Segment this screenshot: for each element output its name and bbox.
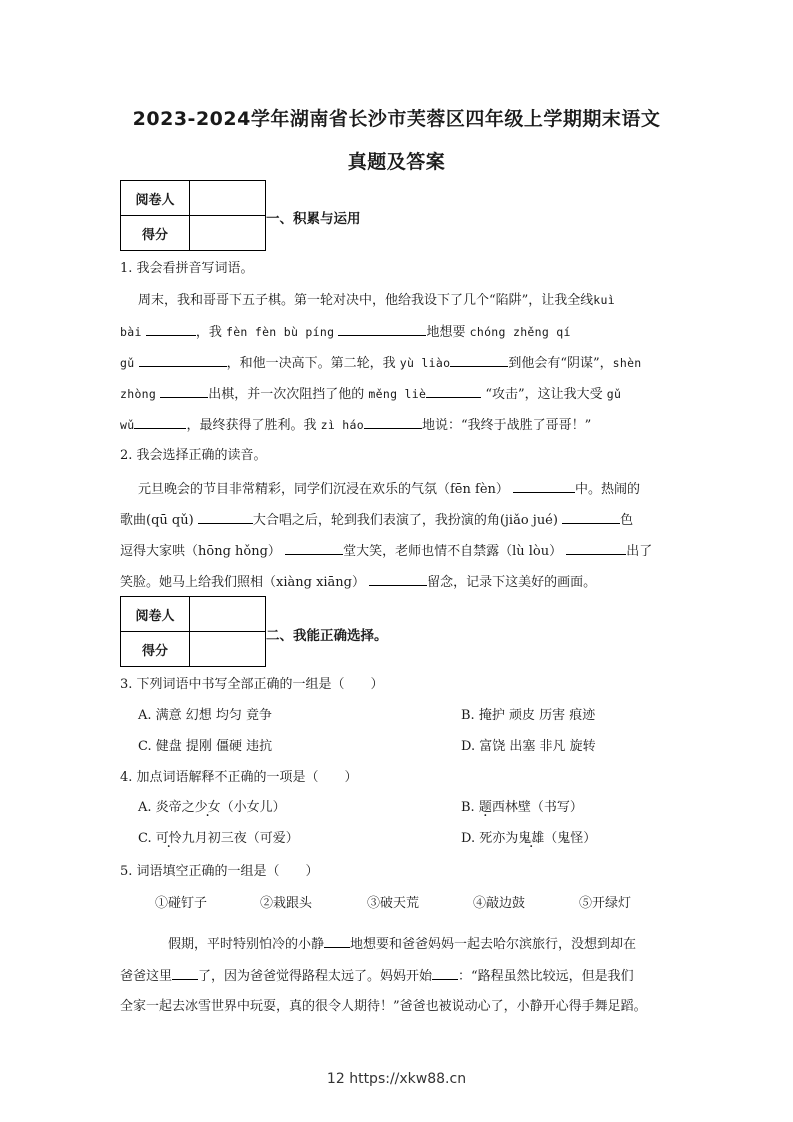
pinyin: měng liè	[368, 387, 427, 401]
page-number: 12	[326, 1071, 345, 1087]
pinyin: chóng zhěng qí	[469, 325, 571, 339]
q3-option-d[interactable]: D. 富饶 出塞 非凡 旋转	[461, 739, 596, 754]
q1-line3	[120, 352, 642, 374]
section1-heading: 一、积累与运用	[266, 211, 361, 227]
option-text: B.	[461, 800, 479, 815]
q5-text: ：“路程虽然比较远，但是我们	[458, 969, 634, 984]
reviewer-label: 阅卷人	[121, 181, 190, 216]
answer-blank[interactable]	[285, 540, 343, 555]
pinyin: yù liào	[399, 356, 451, 370]
pinyin: zì háo	[320, 418, 364, 432]
q5-passage-line2	[120, 965, 634, 987]
pinyin: gǔ	[606, 387, 622, 401]
document-title-line2: 真题及答案	[347, 151, 446, 173]
pinyin: shèn	[612, 356, 642, 370]
q2-text: 元旦晚会的节目非常精彩，同学们沉浸在欢乐的气氛（fēn fèn）	[138, 482, 509, 497]
q2-text: 笑脸。她马上给我们照相（xiàng xiāng）	[120, 575, 366, 590]
score-label: 得分	[121, 216, 190, 251]
answer-blank[interactable]	[432, 965, 458, 980]
answer-blank[interactable]	[426, 383, 481, 398]
q2-text: 逗得大家哄（hōng hǒng）	[120, 544, 281, 559]
score-cell[interactable]	[190, 632, 266, 667]
q5-text: 爸爸这里	[120, 969, 173, 984]
q5-word-1: ①碰钉子	[155, 896, 208, 911]
q1-text: 周末，我和哥哥下五子棋。第一轮对决中，他给我设下了几个“陷阱”，让我全线	[138, 293, 594, 308]
answer-blank[interactable]	[364, 414, 422, 429]
q2-text: 大合唱之后，轮到我们表演了，我扮演的角(jiǎo jué)	[252, 513, 558, 528]
q1-text: “攻击”，这让我大受	[485, 387, 603, 402]
q2-line1	[138, 478, 640, 500]
option-text: A. 炎帝之	[138, 800, 195, 815]
q5-text: 地想要和爸爸妈妈一起去哈尔滨旅行，没想到却在	[350, 937, 637, 952]
q4-option-a[interactable]	[138, 798, 286, 818]
q2-stem: 2. 我会选择正确的读音。	[120, 448, 267, 463]
dotted-word: 鬼雄	[518, 831, 545, 846]
q1-text: 出棋，并一次次阻挡了他的	[208, 387, 365, 402]
q5-stem: 5. 词语填空正确的一组是（ ）	[120, 864, 319, 879]
option-text: （鬼怪）	[544, 831, 597, 846]
pinyin: gǔ	[120, 356, 135, 370]
score-table-section2	[120, 596, 266, 667]
answer-blank[interactable]	[324, 933, 350, 948]
pinyin: bài	[120, 325, 142, 339]
option-text: D. 死亦为	[461, 831, 519, 846]
answer-blank[interactable]	[134, 414, 186, 429]
pinyin: wǔ	[120, 418, 135, 432]
q3-option-c[interactable]: C. 健盘 提刚 僵硬 违抗	[138, 739, 273, 754]
dotted-word: 可怜	[155, 831, 182, 846]
answer-blank[interactable]	[172, 965, 198, 980]
q2-text: 出了	[626, 544, 653, 559]
section2-heading: 二、我能正确选择。	[266, 628, 388, 644]
q3-option-a[interactable]: A. 满意 幻想 均匀 竟争	[138, 708, 273, 723]
q1-text: 地说：“我终于战胜了哥哥！”	[421, 418, 592, 433]
score-label: 得分	[121, 632, 190, 667]
q2-text: 中。热闹的	[575, 482, 641, 497]
pinyin: fèn fèn bù píng	[225, 325, 335, 339]
q1-line1	[138, 290, 615, 311]
q4-option-d[interactable]	[461, 829, 596, 849]
q5-text: 假期，平时特别怕冷的小静	[168, 937, 325, 952]
footer-url[interactable]: https://xkw88.cn	[349, 1071, 467, 1087]
dotted-word: 少女	[194, 800, 221, 815]
option-text: 九月初三夜（可爱）	[181, 831, 299, 846]
q5-passage-line1	[168, 933, 636, 955]
q2-text: 堂大笑，老师也情不自禁露（lù lòu）	[343, 544, 563, 559]
option-text: 西林壁（书写）	[491, 800, 583, 815]
q1-line4	[120, 383, 621, 405]
reviewer-label: 阅卷人	[121, 597, 190, 632]
q3-stem: 3. 下列词语中书写全部正确的一组是（ ）	[120, 677, 384, 692]
q5-word-3: ③破天荒	[367, 896, 420, 911]
answer-blank[interactable]	[562, 509, 620, 524]
q4-stem: 4. 加点词语解释不正确的一项是（ ）	[120, 770, 358, 785]
q5-text: 了，因为爸爸觉得路程太远了。妈妈开始	[198, 969, 433, 984]
pinyin: kuì	[593, 293, 615, 307]
q2-line4	[120, 571, 596, 593]
q2-text: 留念，记录下这美好的画面。	[427, 575, 597, 590]
q1-line2	[120, 321, 571, 343]
answer-blank[interactable]	[369, 571, 427, 586]
q4-option-b[interactable]	[461, 798, 583, 818]
q1-text: 到他会有“阴谋”，	[508, 356, 613, 371]
answer-blank[interactable]	[513, 478, 575, 493]
q1-text: ，最终获得了胜利。我	[186, 418, 317, 433]
q2-text: 歌曲(qū qǔ)	[120, 513, 194, 528]
q5-word-5: ⑤开绿灯	[579, 896, 632, 911]
dotted-word: 题	[478, 800, 492, 815]
answer-blank[interactable]	[450, 352, 508, 367]
score-table-section1	[120, 180, 266, 251]
q1-line5	[120, 414, 591, 436]
answer-blank[interactable]	[139, 352, 227, 367]
q3-option-b[interactable]: B. 掩护 顽皮 历害 痕迹	[461, 708, 596, 723]
q1-text: ，和他一决高下。第二轮，我	[226, 356, 396, 371]
q4-option-c[interactable]	[138, 829, 299, 849]
option-text: （小女儿）	[220, 800, 286, 815]
q5-word-4: ④敲边鼓	[473, 896, 526, 911]
page-footer	[0, 1071, 793, 1087]
reviewer-cell[interactable]	[190, 597, 266, 632]
answer-blank[interactable]	[338, 321, 426, 336]
q1-stem: 1. 我会看拼音写词语。	[120, 261, 254, 276]
q5-passage-line3: 全家一起去冰雪世界中玩耍，真的很令人期待！”爸爸也被说动心了，小静开心得手舞足蹈。	[120, 999, 647, 1014]
q2-line2	[120, 509, 633, 531]
pinyin: zhòng	[120, 387, 157, 401]
score-cell[interactable]	[190, 216, 266, 251]
reviewer-cell[interactable]	[190, 181, 266, 216]
q5-word-2: ②栽跟头	[260, 896, 313, 911]
answer-blank[interactable]	[160, 383, 208, 398]
answer-blank[interactable]	[198, 509, 253, 524]
q2-text: 色	[620, 513, 634, 528]
answer-blank[interactable]	[566, 540, 626, 555]
q1-text: ，我	[195, 325, 222, 340]
answer-blank[interactable]	[146, 321, 196, 336]
q1-text: 地想要	[426, 325, 466, 340]
document-title-line1: 2023-2024学年湖南省长沙市芙蓉区四年级上学期期末语文	[132, 108, 661, 130]
q2-line3	[120, 540, 652, 562]
option-text: C.	[138, 831, 156, 846]
